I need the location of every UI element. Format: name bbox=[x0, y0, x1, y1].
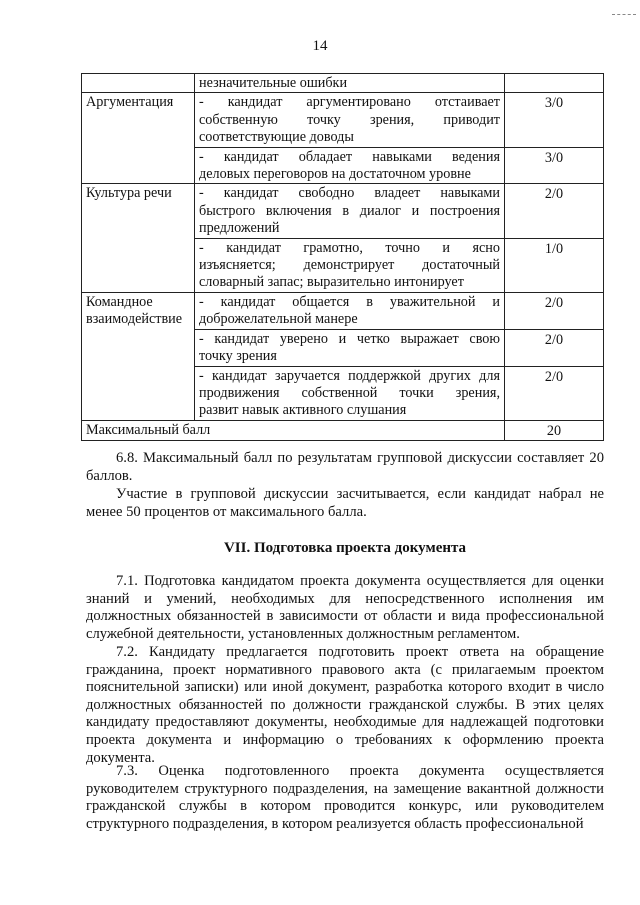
description-line: точку зрения bbox=[199, 348, 277, 365]
description-cell bbox=[195, 147, 505, 184]
description-line: быстрого включения в диалог и построения bbox=[199, 202, 500, 219]
criterion-cell: Командное взаимодействие bbox=[82, 292, 195, 420]
description-line: - кандидат аргументировано отстаивает bbox=[199, 94, 500, 111]
description-line: - кандидат свободно владеет навыками bbox=[199, 185, 500, 202]
paragraph-7-2-text: 7.2. Кандидату предлагается подготовить проект ответа на обращение гражданина, проект нормативного правового акта (с прилагаемым проектом пояснительной записки) или иной документ, разработка которого входит в число должностных обязанностей по должности гражданской службы. В этих целях кандидату предоставляют документы, необходимые для надлежащей подготовки проекта документа и информацию о требованиях к оформлению проекта документа. bbox=[86, 644, 604, 766]
description-line: - кандидат общается в уважительной и bbox=[199, 293, 500, 310]
description-line: - кандидат обладает навыками ведения bbox=[199, 148, 500, 165]
page-number: 14 bbox=[312, 38, 328, 54]
score-cell: 2/0 bbox=[505, 292, 604, 329]
description-line: предложений bbox=[199, 220, 280, 237]
criterion-cell: Культура речи bbox=[82, 184, 195, 292]
paragraph-6-8 bbox=[86, 450, 604, 485]
total-label: Максимальный балл bbox=[82, 420, 505, 440]
table-row bbox=[82, 292, 604, 329]
description-line: изъясняется; демонстрирует достаточный bbox=[199, 257, 500, 274]
table-row bbox=[82, 93, 604, 147]
paragraph-7-2 bbox=[86, 644, 604, 767]
table-row bbox=[82, 74, 604, 93]
description-line: собственную точку зрения, приводит bbox=[199, 111, 500, 128]
score-cell: 2/0 bbox=[505, 366, 604, 420]
score-cell bbox=[505, 74, 604, 93]
criterion-cell: Аргументация bbox=[82, 93, 195, 184]
table-row bbox=[82, 184, 604, 238]
description-cell bbox=[195, 329, 505, 366]
description-line: деловых переговоров на достаточном уровне bbox=[199, 166, 471, 183]
description-cell bbox=[195, 238, 505, 292]
description-line: - кандидат грамотно, точно и ясно bbox=[199, 239, 500, 256]
description-cell bbox=[195, 74, 505, 93]
score-cell: 2/0 bbox=[505, 184, 604, 238]
score-cell: 3/0 bbox=[505, 147, 604, 184]
description-line: незначительные ошибки bbox=[199, 75, 348, 91]
total-value: 20 bbox=[505, 420, 604, 440]
paragraph-7-3 bbox=[86, 763, 604, 833]
score-cell: 1/0 bbox=[505, 238, 604, 292]
score-cell: 3/0 bbox=[505, 93, 604, 147]
paragraph-7-3-text: 7.3. Оценка подготовленного проекта документа осуществляется руководителем структурного подразделения, на замещение вакантной должности гражданской службы в котором проводится конкурс, или руководителем структурного подразделения, в котором реализуется область профессиональной bbox=[86, 763, 604, 832]
total-row bbox=[82, 420, 604, 440]
description-line: доброжелательной манере bbox=[199, 311, 358, 328]
paragraph-participation-text: Участие в групповой дискуссии засчитывается, если кандидат набрал не менее 50 процентов от максимального балла. bbox=[86, 486, 604, 520]
evaluation-table bbox=[81, 73, 604, 441]
description-cell bbox=[195, 93, 505, 147]
description-cell bbox=[195, 366, 505, 420]
description-line: - кандидат уверено и четко выражает свою bbox=[199, 330, 500, 347]
criterion-cell bbox=[82, 74, 195, 93]
corner-mark bbox=[612, 6, 636, 15]
description-line: продвижения собственной точки зрения, bbox=[199, 384, 500, 401]
description-line: развит навык активного слушания bbox=[199, 402, 407, 419]
score-cell: 2/0 bbox=[505, 329, 604, 366]
paragraph-participation bbox=[86, 486, 604, 521]
paragraph-7-1-text: 7.1. Подготовка кандидатом проекта документа осуществляется для оценки знаний и умений, необходимых для непосредственного исполнения им должностных обязанностей в зависимости от области и вида профессиональной служебной деятельности, установленных должностным регламентом. bbox=[86, 573, 604, 642]
section-heading: VII. Подготовка проекта документа bbox=[223, 540, 467, 556]
description-cell bbox=[195, 292, 505, 329]
paragraph-6-8-text: 6.8. Максимальный балл по результатам групповой дискуссии составляет 20 баллов. bbox=[86, 450, 604, 484]
description-line: соответствующие доводы bbox=[199, 129, 354, 146]
description-line: словарный запас; выразительно интонирует bbox=[199, 274, 464, 291]
description-line: - кандидат заручается поддержкой других для bbox=[199, 367, 500, 384]
description-cell bbox=[195, 184, 505, 238]
paragraph-7-1 bbox=[86, 573, 604, 643]
